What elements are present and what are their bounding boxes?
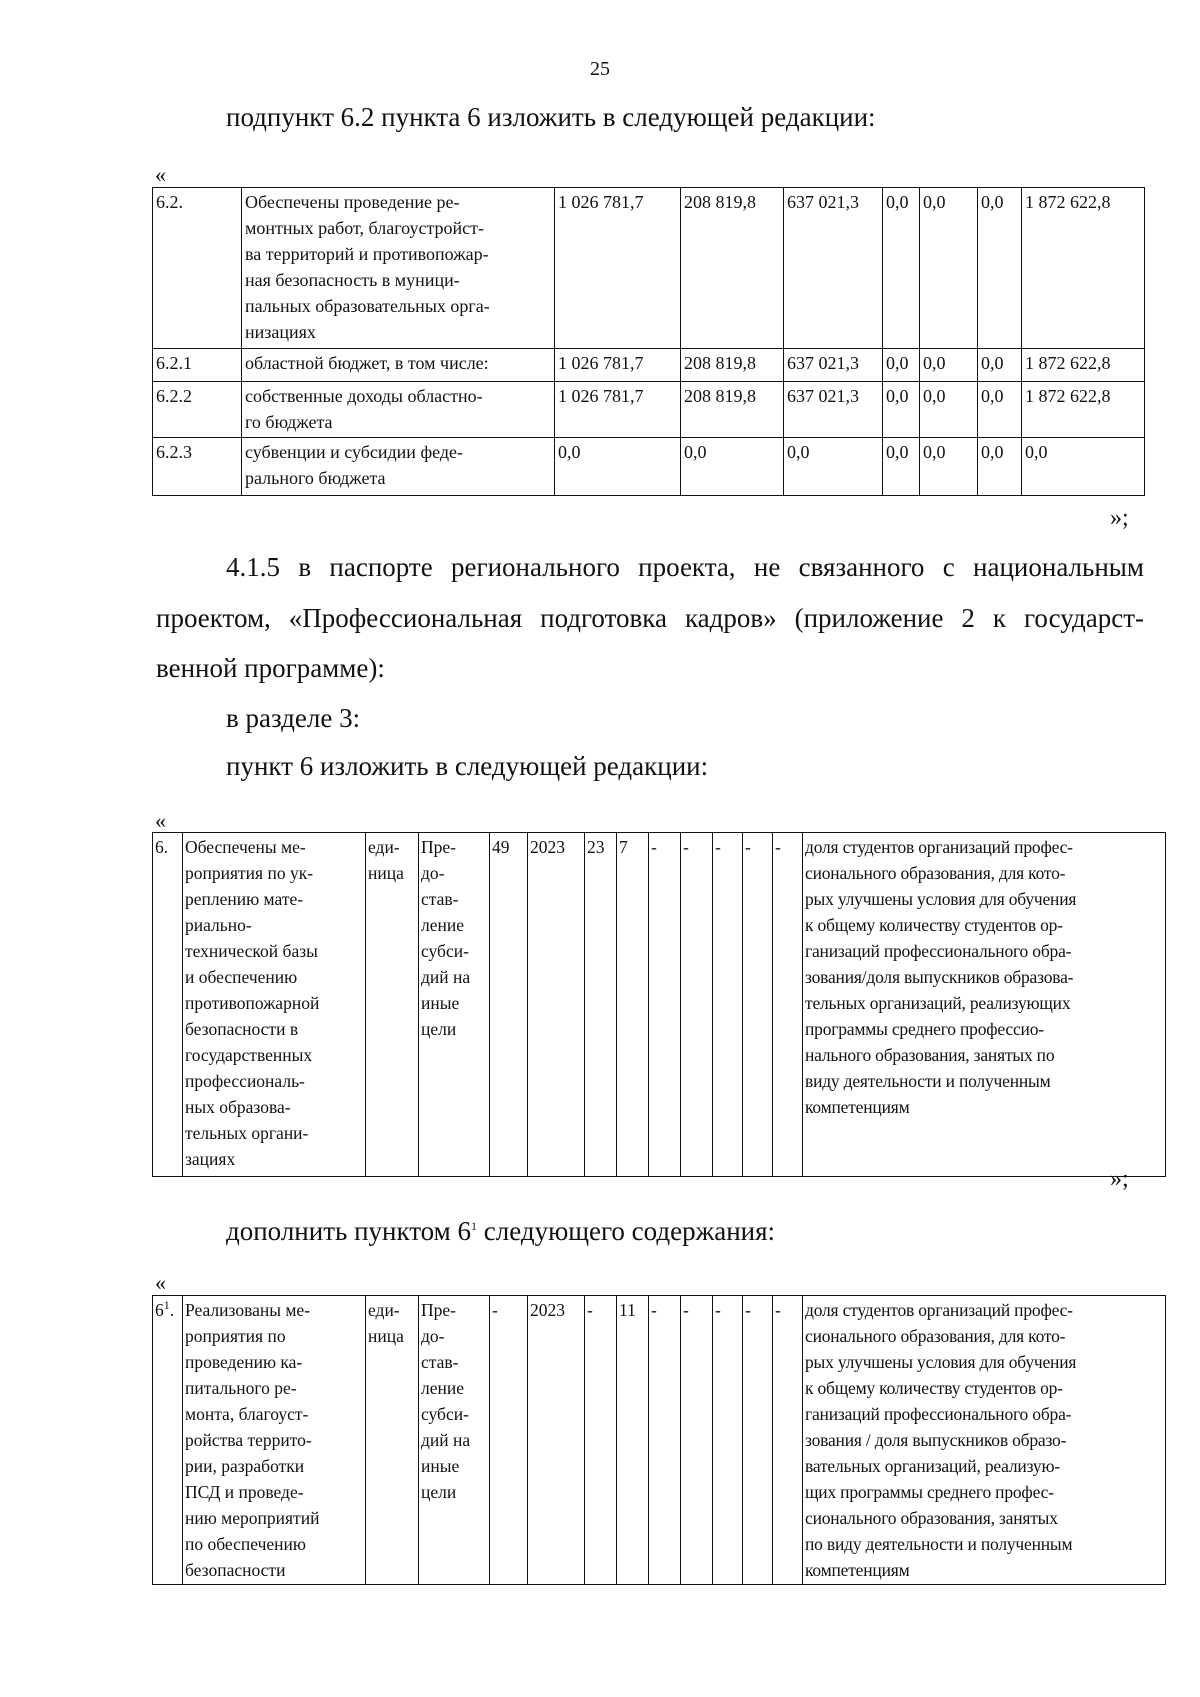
base-value-cell: - — [490, 1296, 528, 1585]
indicator-description: доля студентов организаций профес- сионального образования, для кото- рых улучшены условия для обучения к общему количеству студентов ор- ганизаций профессионального обра- зования / доля выпускников образо- вательных организаций, реализую- щих программы среднего профес- сионального образования, занятых по виду деятельности и полученным компетенциям — [803, 1296, 1166, 1585]
value-cell: 7 — [617, 833, 649, 1177]
total-cell: 0,0 — [1022, 438, 1145, 496]
value-cell: - — [743, 833, 773, 1177]
quote-open-2: « — [155, 808, 166, 833]
paragraph-point-6: пункт 6 изложить в следующей редакции: — [226, 751, 709, 781]
unit-cell: еди- ница — [366, 1296, 419, 1585]
superscript: 1 — [471, 1219, 477, 1233]
value-cell: 0,0 — [883, 349, 920, 382]
value-cell: - — [713, 1296, 743, 1585]
value-cell: 0,0 — [978, 382, 1022, 438]
value-cell: 11 — [617, 1296, 649, 1585]
value-cell: 0,0 — [978, 188, 1022, 349]
indicator-table-6-1 — [152, 1295, 1166, 1585]
row-number: 6.2.2 — [153, 382, 242, 438]
value-cell: 1 026 781,7 — [555, 382, 681, 438]
paragraph-4-1-5-line-1: 4.1.5 в паспорте регионального проекта, не связанного с национальным — [226, 552, 1144, 582]
year-cell: 2023 — [528, 833, 585, 1177]
value-cell: 0,0 — [555, 438, 681, 496]
quote-close-2: »; — [1110, 1166, 1129, 1192]
value-cell: 208 819,8 — [681, 188, 784, 349]
row-name: Реализованы ме- роприятия по проведению ка- питального ре- монта, благоуст- ройства террито- рии, разработки ПСД и проведе- нию мероприятий по обеспечению безопасности — [183, 1296, 366, 1585]
total-cell: 1 872 622,8 — [1022, 382, 1145, 438]
value-cell: 0,0 — [978, 438, 1022, 496]
superscript: 1 — [163, 1298, 170, 1313]
value-cell: 208 819,8 — [681, 382, 784, 438]
value-cell: - — [649, 1296, 681, 1585]
row-name: собственные доходы областно- го бюджета — [242, 382, 555, 438]
table-row — [153, 438, 1145, 496]
heading-subpoint-6-2: подпункт 6.2 пункта 6 изложить в следующей редакции: — [226, 102, 876, 132]
heading-text: дополнить пунктом 6 — [226, 1216, 471, 1246]
table-row — [153, 1296, 1166, 1585]
total-cell: 1 872 622,8 — [1022, 188, 1145, 349]
value-cell: 0,0 — [920, 349, 978, 382]
value-cell: 637 021,3 — [784, 382, 883, 438]
value-cell: 23 — [585, 833, 617, 1177]
type-cell: Пре- до- став- ление субси- дий на иные цели — [419, 1296, 490, 1585]
type-cell: Пре- до- став- ление субси- дий на иные цели — [419, 833, 490, 1177]
table-row — [153, 382, 1145, 438]
quote-open-3: « — [155, 1270, 166, 1295]
row-number: 6.2.1 — [153, 349, 242, 382]
paragraph-4-1-5-line-2: проектом, «Профессиональная подготовка кадров» (приложение 2 к государст- — [156, 603, 1144, 633]
row-number: 6.2. — [153, 188, 242, 349]
value-cell: 0,0 — [978, 349, 1022, 382]
finance-table — [152, 187, 1145, 496]
table-row — [153, 349, 1145, 382]
indicator-description: доля студентов организаций профес- сионального образования, для кото- рых улучшены условия для обучения к общему количеству студентов ор- ганизаций профессионального обра- зования/доля выпускников образова- тельных организаций, реализующих программы среднего профессио- нального образования, занятых по виду деятельности и полученным компетенциям — [803, 833, 1166, 1177]
value-cell: 0,0 — [883, 438, 920, 496]
row-number — [153, 1296, 183, 1585]
unit-cell: еди- ница — [366, 833, 419, 1177]
value-cell: 1 026 781,7 — [555, 349, 681, 382]
value-cell: 0,0 — [920, 438, 978, 496]
value-cell: - — [649, 833, 681, 1177]
table-row — [153, 188, 1145, 349]
paragraph-section-3: в разделе 3: — [226, 703, 361, 733]
value-cell: 1 026 781,7 — [555, 188, 681, 349]
value-cell: - — [713, 833, 743, 1177]
row-name: Обеспечены проведение ре- монтных работ, благоустройст- ва территорий и противопожар- ная безопасность в муници- пальных образовательных орга- низациях — [242, 188, 555, 349]
page-number: 25 — [590, 58, 610, 80]
value-cell: - — [743, 1296, 773, 1585]
value-cell: 637 021,3 — [784, 188, 883, 349]
row-name: областной бюджет, в том числе: — [242, 349, 555, 382]
value-cell: - — [681, 833, 713, 1177]
value-cell: - — [773, 1296, 803, 1585]
value-cell: 0,0 — [883, 188, 920, 349]
row-number-suffix: . — [169, 1300, 175, 1320]
value-cell: 0,0 — [920, 188, 978, 349]
heading-text: следующего содержания: — [477, 1216, 776, 1246]
value-cell: 0,0 — [920, 382, 978, 438]
base-value-cell: 49 — [490, 833, 528, 1177]
value-cell: 637 021,3 — [784, 349, 883, 382]
quote-open-1: « — [155, 162, 166, 187]
quote-close-1: »; — [1110, 505, 1129, 531]
value-cell: 208 819,8 — [681, 349, 784, 382]
row-number: 6. — [153, 833, 183, 1177]
value-cell: 0,0 — [883, 382, 920, 438]
value-cell: 0,0 — [784, 438, 883, 496]
value-cell: - — [773, 833, 803, 1177]
value-cell: - — [681, 1296, 713, 1585]
row-number-text: 6 — [155, 1300, 164, 1320]
paragraph-4-1-5-line-3: венной программе): — [156, 653, 385, 683]
total-cell: 1 872 622,8 — [1022, 349, 1145, 382]
heading-point-6-1 — [226, 1218, 775, 1245]
row-number: 6.2.3 — [153, 438, 242, 496]
indicator-table-6 — [152, 832, 1166, 1177]
row-name: Обеспечены ме- роприятия по ук- реплению мате- риально- технической базы и обеспечению противопожарной безопасности в государственных профессиональ- ных образова- тельных органи- зациях — [183, 833, 366, 1177]
table-row — [153, 833, 1166, 1177]
year-cell: 2023 — [528, 1296, 585, 1585]
value-cell: - — [585, 1296, 617, 1585]
value-cell: 0,0 — [681, 438, 784, 496]
row-name: субвенции и субсидии феде- рального бюджета — [242, 438, 555, 496]
